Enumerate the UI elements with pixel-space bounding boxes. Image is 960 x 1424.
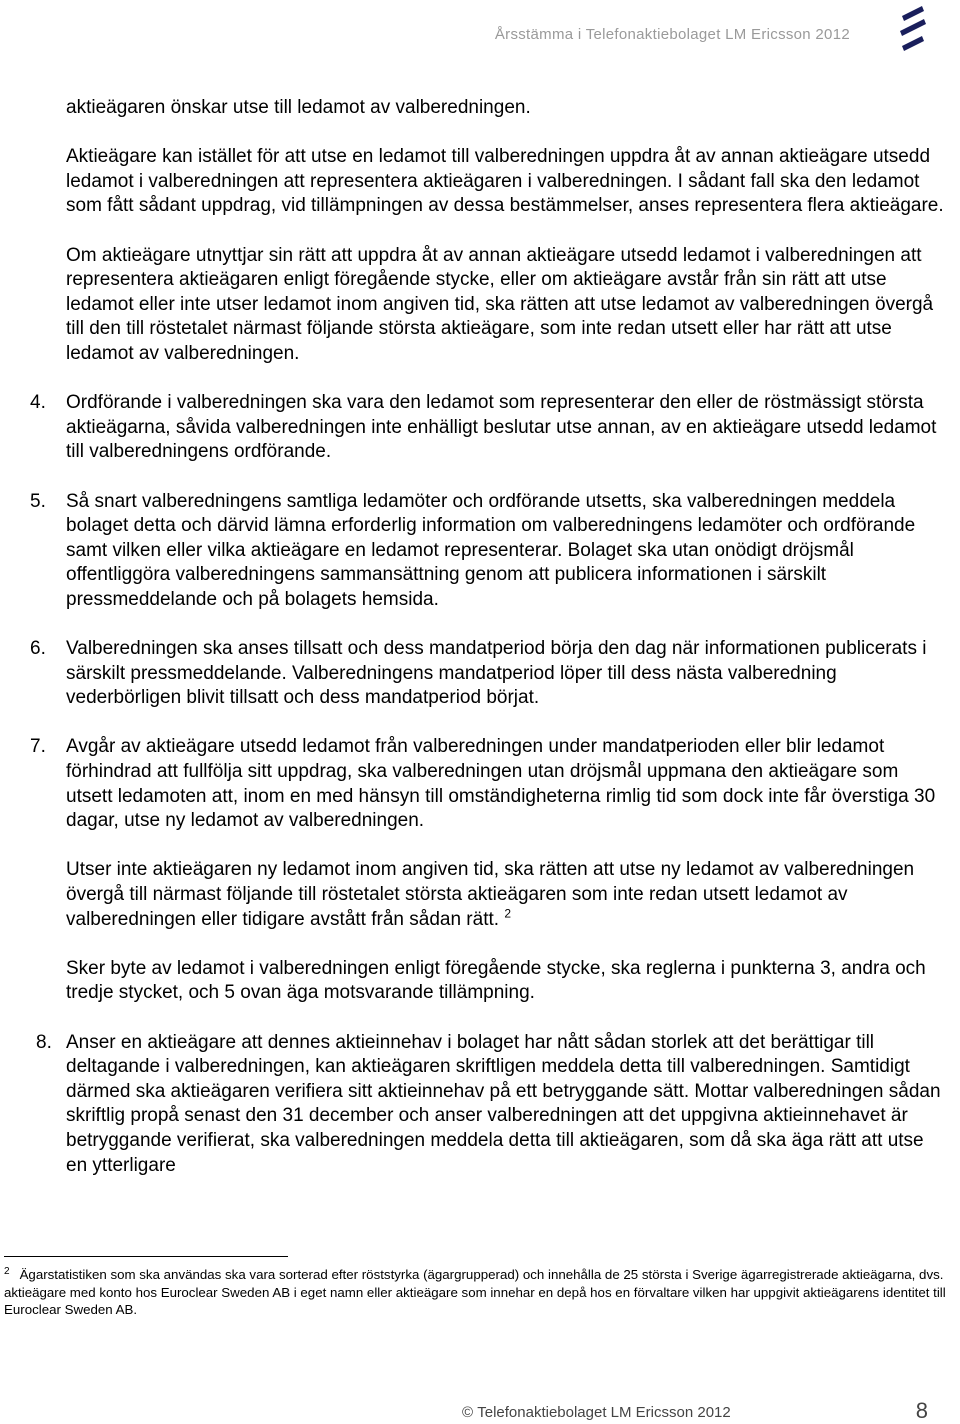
footer-text: Telefonaktiebolaget LM Ericsson 2012	[477, 1404, 731, 1421]
ericsson-logo-icon	[888, 4, 936, 52]
item-number: 6.	[30, 638, 46, 660]
item-number: 7.	[30, 736, 46, 758]
footnote-mark: 2	[4, 1265, 10, 1277]
list-item-6	[30, 637, 950, 711]
item-paragraph: Anser en aktieägare att dennes aktieinnehav i bolaget har nått sådan storlek att det berättigar till deltagande i valberedningen, kan aktieägaren skriftligen meddela detta till valberedningen. Samtidigt därmed ska aktieägaren verifiera sitt aktieinnehav på ett betryggande sätt. Mottar valberedningen sådan skriftlig propå senast den 31 december och anser valberedningen att det uppgivna aktieinnehavet är betryggande verifierat, ska valberedningen meddela detta till aktieägaren, som då ska äga rätt att utse en ytterligare	[66, 1031, 941, 1176]
list-item-7	[30, 735, 950, 1006]
body-paragraph: Aktieägare kan istället för att utse en ledamot till valberedningen uppdra åt av annan aktieägare utsedd ledamot i valberedningen att representera aktieägaren i valberedningen. I sådant fall ska den ledamot som fått sådant uppdrag, vid tillämpningen av dessa bestämmelser, anses representera flera aktieägare.	[66, 146, 944, 217]
header-title: Årsstämma i Telefonaktiebolaget LM Ericsson 2012	[494, 26, 850, 43]
item-paragraph: Ordförande i valberedningen ska vara den ledamot som representerar den eller de röstmässigt största aktieägarna, såvida valberedningen inte enhälligt beslutar utse annan, av en aktieägare utsedd ledamot till valberedningens ordförande.	[66, 392, 937, 463]
item-paragraph-text: Utser inte aktieägaren ny ledamot inom angiven tid, ska rätten att utse ny ledamot av valberedningen övergå till närmast följande till röstetalet största aktieägaren som inte redan utsett ledamot av valberedningen eller tidigare avstått från sådan rätt.	[66, 859, 915, 930]
item-paragraph: Så snart valberedningens samtliga ledamöter och ordförande utsetts, ska valberedningen meddela bolaget detta och därvid lämna erforderlig information om valberedningens ledamöter och ordförande samt vilken eller vilka aktieägare en ledamot representerar. Bolaget ska utan onödigt dröjsmål offentliggöra valberedningens sammansättning genom att publicera informationen i särskilt pressmeddelande och på bolagets hemsida.	[66, 490, 916, 610]
item-paragraph: Avgår av aktieägare utsedd ledamot från valberedningen under mandatperioden eller blir ledamot förhindrad att fullfölja sitt uppdrag, ska valberedningen utan dröjsmål uppmana den aktieägare som utsett ledamoten att, inom en med hänsyn till omständigheterna rimlig tid som dock inte får överstiga 30 dagar, utse ny ledamot av valberedningen.	[66, 736, 936, 832]
item-number: 5.	[30, 490, 46, 512]
footnote-text: Ägarstatistiken som ska användas ska vara sorterad efter röststyrka (ägargrupperad) och innehålla de 25 största i Sverige ägarregistrerade aktieägarna, dvs. aktieägare med konto hos Euroclear Sweden AB i eget namn eller aktieägare som innehar en depå hos en förvaltare vilken har uppgivit aktieägarens identitet till Euroclear Sweden AB.	[4, 1267, 946, 1317]
footnote	[4, 1266, 949, 1319]
list-item-8	[36, 1031, 950, 1179]
item-paragraph	[66, 858, 950, 932]
item-paragraph: Valberedningen ska anses tillsatt och dess mandatperiod börja den dag när informationen publicerats i särskilt pressmeddelande. Valberedningens mandatperiod löper till dess nästa valberedning vederbörligen blivit tillsatt och dess mandatperiod börjat.	[66, 638, 927, 709]
copyright-symbol: ©	[462, 1404, 474, 1421]
item-number: 4.	[30, 392, 46, 414]
footnote-divider	[4, 1256, 288, 1257]
list-item-5	[30, 490, 950, 613]
item-number: 8.	[36, 1031, 52, 1053]
item-paragraph: Sker byte av ledamot i valberedningen enligt föregående stycke, ska reglerna i punkterna 3, andra och tredje stycket, och 5 ovan äga motsvarande tillämpning.	[66, 957, 926, 1004]
body-paragraph: aktieägaren önskar utse till ledamot av valberedningen.	[66, 97, 531, 118]
page-number: 8	[915, 1398, 928, 1423]
body-paragraph: Om aktieägare utnyttjar sin rätt att uppdra åt av annan aktieägare utsedd ledamot i valberedningen att representera aktieägaren enligt föregående stycke, eller om aktieägare avstår från sin rätt att utse ledamot eller inte utser ledamot inom angiven tid, ska rätten att utse ledamot av valberedningen övergå till den till röstetalet närmast följande största aktieägare, som inte redan utsett eller har rätt att utse ledamot av valberedningen.	[66, 244, 934, 364]
document-body	[30, 96, 950, 1203]
list-item-4	[30, 391, 950, 465]
footer	[462, 1404, 731, 1421]
footnote-reference[interactable]: 2	[504, 906, 512, 921]
